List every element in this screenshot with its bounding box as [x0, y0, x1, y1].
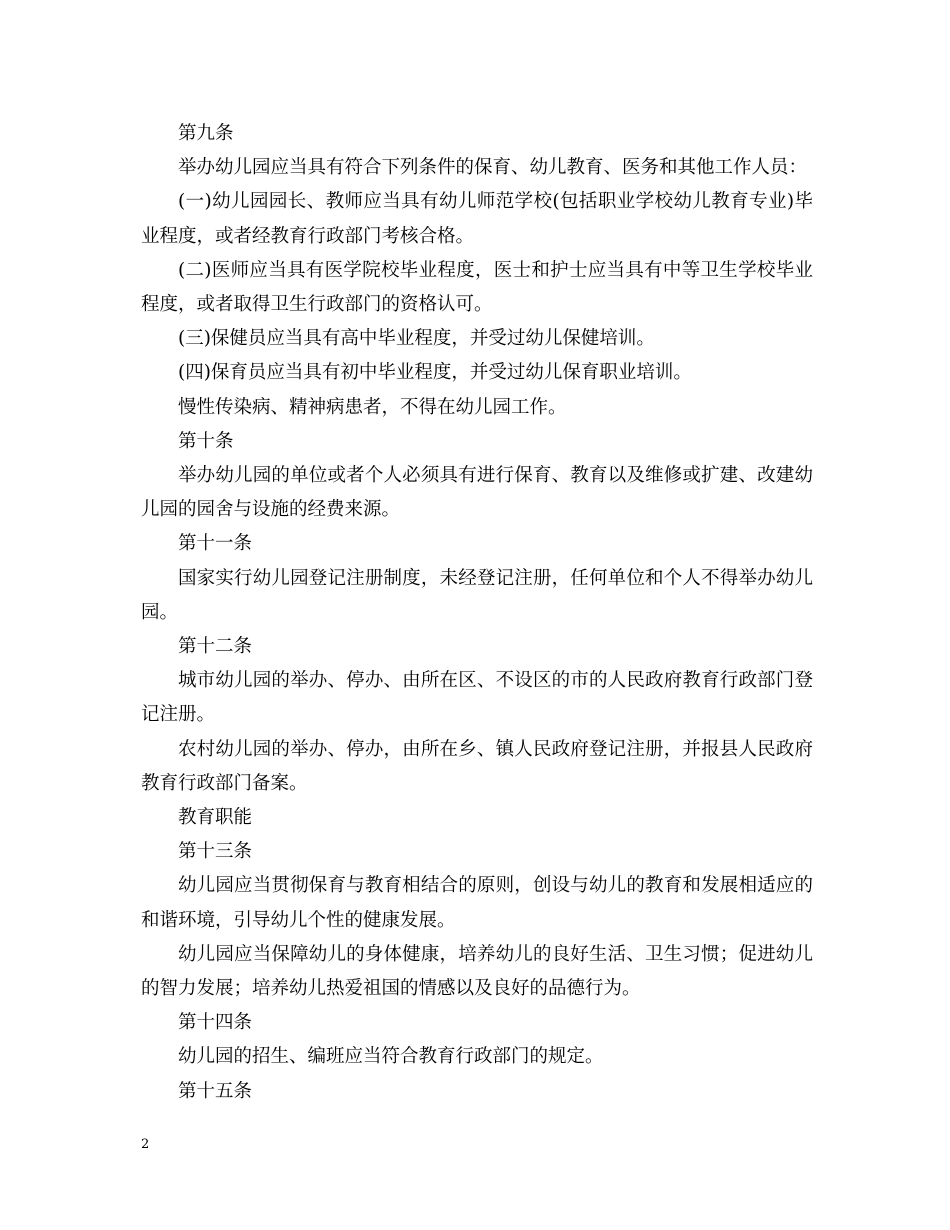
paragraph: 举办幼儿园应当具有符合下列条件的保育、幼儿教育、医务和其他工作人员： [178, 157, 808, 179]
document-body [141, 117, 813, 1109]
paragraph: (四)保育员应当具有初中毕业程度，并受过幼儿保育职业培训。 [178, 362, 692, 384]
paragraph: (二)医师应当具有医学院校毕业程度，医士和护士应当具有中等卫生学校毕业程度，或者取得卫生行政部门的资格认可。 [141, 259, 813, 316]
paragraph: 举办幼儿园的单位或者个人必须具有进行保育、教育以及维修或扩建、改建幼儿园的园舍与设施的经费来源。 [141, 465, 813, 521]
paragraph: 城市幼儿园的举办、停办、由所在区、不设区的市的人民政府教育行政部门登记注册。 [141, 670, 813, 726]
article-heading: 第十三条 [178, 841, 253, 863]
paragraph: 幼儿园应当保障幼儿的身体健康，培养幼儿的良好生活、卫生习惯；促进幼儿的智力发展；培养幼儿热爱祖国的情感以及良好的品德行为。 [141, 943, 813, 1000]
article-heading: 第十一条 [178, 533, 253, 555]
article-heading: 第十四条 [178, 1012, 253, 1034]
paragraph: (三)保健员应当具有高中毕业程度，并受过幼儿保健培训。 [178, 328, 655, 350]
article-heading: 第十五条 [178, 1080, 253, 1102]
page-number: 2 [141, 1137, 150, 1152]
paragraph: 国家实行幼儿园登记注册制度，未经登记注册，任何单位和个人不得举办幼儿园。 [141, 567, 813, 623]
paragraph: (一)幼儿园园长、教师应当具有幼儿师范学校(包括职业学校幼儿教育专业)毕业程度，或者经教育行政部门考核合格。 [141, 191, 813, 247]
paragraph: 农村幼儿园的举办、停办，由所在乡、镇人民政府登记注册，并报县人民政府教育行政部门备案。 [141, 738, 813, 794]
section-heading: 教育职能 [178, 807, 253, 829]
paragraph: 幼儿园应当贯彻保育与教育相结合的原则，创设与幼儿的教育和发展相适应的和谐环境，引导幼儿个性的健康发展。 [141, 875, 813, 931]
paragraph: 慢性传染病、精神病患者，不得在幼儿园工作。 [178, 396, 567, 418]
article-heading: 第十条 [178, 430, 234, 452]
paragraph: 幼儿园的招生、编班应当符合教育行政部门的规定。 [178, 1046, 604, 1068]
article-heading: 第九条 [178, 123, 234, 144]
article-heading: 第十二条 [178, 636, 253, 658]
